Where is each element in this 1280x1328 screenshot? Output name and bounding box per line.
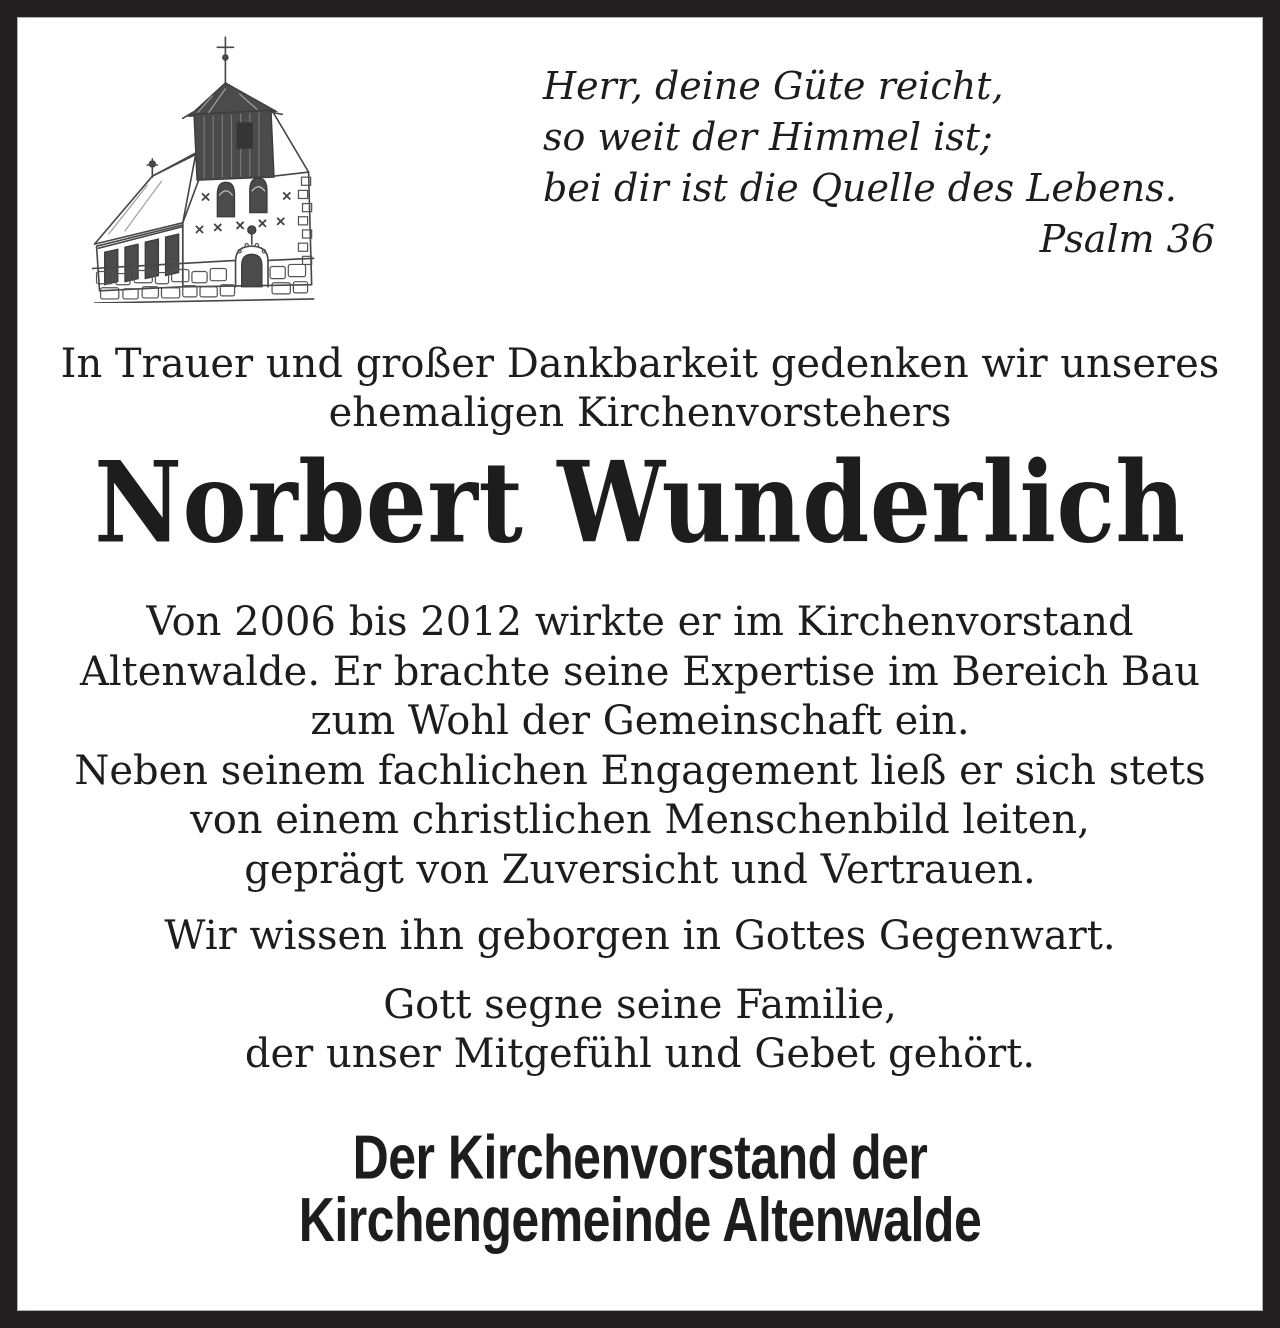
quote-line: bei dir ist die Quelle des Lebens. [543, 166, 1177, 210]
quote-attribution: Psalm 36 [1039, 217, 1215, 261]
deceased-name-row [17, 437, 1263, 569]
quote-line: Herr, deine Güte reicht, [543, 64, 1004, 108]
signature-line: Kirchengemeinde Altenwalde [298, 1184, 982, 1255]
body-line: Wir wissen ihn geborgen in Gottes Gegenwart. [164, 913, 1116, 959]
church-illustration [73, 27, 323, 303]
body-line: zum Wohl der Gemeinschaft ein. [310, 698, 970, 744]
deceased-name: Norbert Wunderlich [94, 437, 1186, 569]
intro-line: In Trauer und großer Dankbarkeit gedenken wir unseres [60, 341, 1220, 387]
body-paragraph-1 [17, 598, 1263, 895]
body-line: Von 2006 bis 2012 wirkte er im Kirchenvorstand [146, 599, 1134, 645]
intro-line: ehemaligen Kirchenvorstehers [328, 390, 952, 436]
quote-line: so weit der Himmel ist; [543, 115, 993, 159]
signature-line: Der Kirchenvorstand der [352, 1121, 928, 1192]
churchyard-gate [236, 226, 268, 287]
psalm-quote [543, 61, 1219, 265]
notice-header [17, 17, 1263, 317]
body-paragraph-3 [17, 981, 1263, 1080]
church-tower [183, 83, 309, 180]
intro-text [17, 340, 1263, 438]
signature-block [17, 1121, 1263, 1255]
cross-icon [217, 37, 233, 83]
body-line: Altenwalde. Er brachte seine Expertise im Bereich Bau [79, 648, 1201, 695]
body-line: von einem christlichen Menschenbild leiten, [190, 797, 1090, 843]
body-paragraph-2 [17, 912, 1263, 962]
body-line: Neben seinem fachlichen Engagement ließ er sich stets [74, 747, 1206, 794]
wall-anchors [196, 192, 290, 233]
body-line: Gott segne seine Familie, [383, 981, 897, 1028]
body-line: der unser Mitgefühl und Gebet gehört. [244, 1031, 1036, 1077]
body-line: geprägt von Zuversicht und Vertrauen. [244, 846, 1036, 893]
